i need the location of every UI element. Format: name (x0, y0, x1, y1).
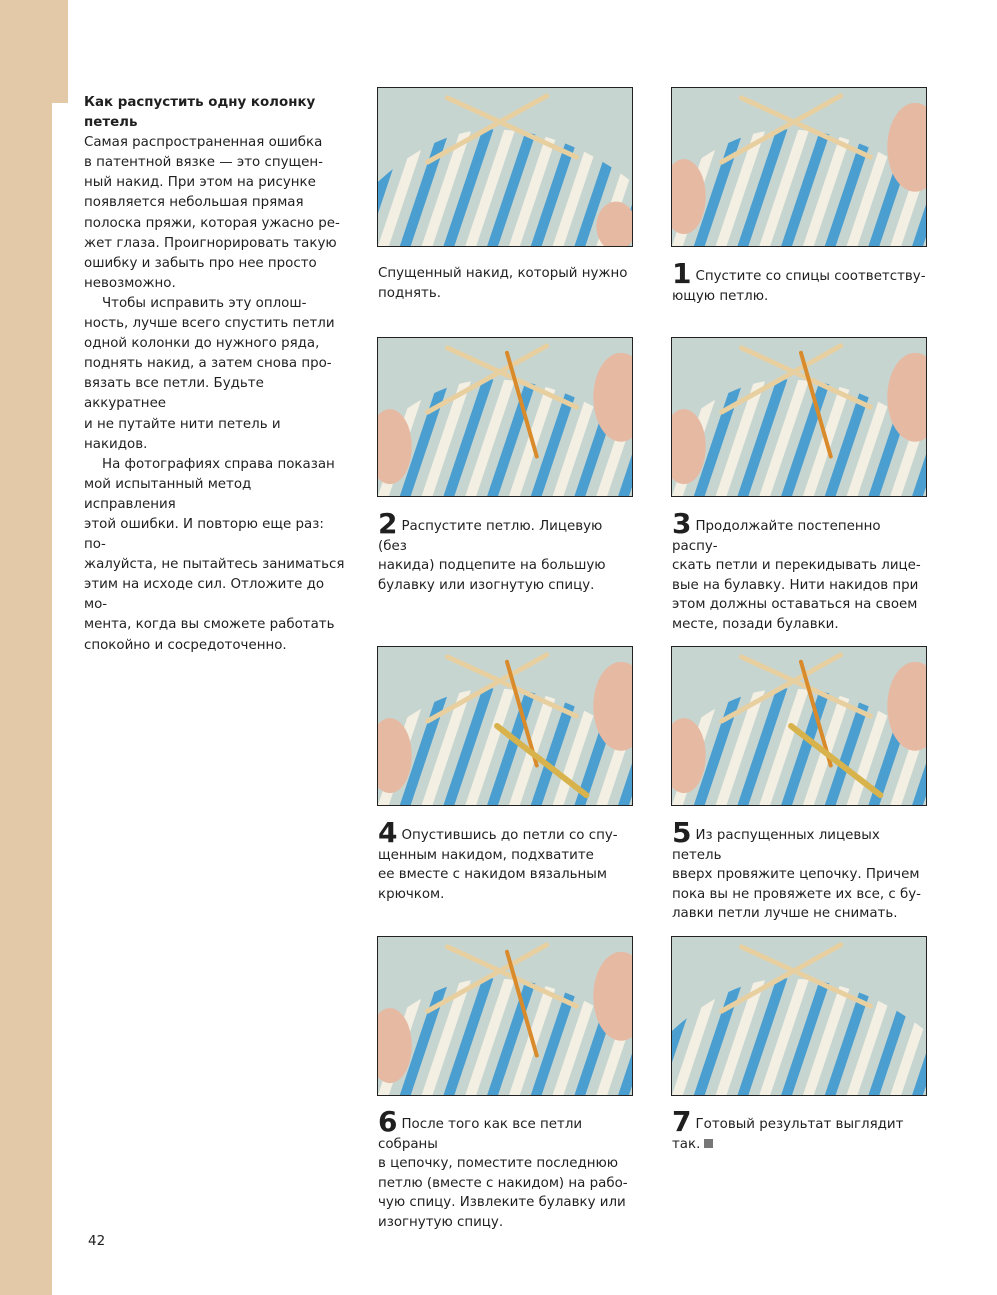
photo-dropped-yarn-over (377, 87, 633, 247)
photo-step-6 (377, 936, 633, 1096)
caption-step-5 (672, 816, 928, 924)
text-line: ошибку и забыть про нее просто (84, 255, 317, 271)
text-line: жет глаза. Проигнорировать такую (84, 235, 337, 251)
text-line: мента, когда вы сможете работать (84, 617, 335, 633)
section-title (84, 93, 346, 133)
caption-line: месте, позади булавки. (672, 616, 839, 632)
caption-line: этом должны оставаться на своем (672, 597, 918, 613)
intro-paragraph-2 (84, 294, 346, 455)
step-number: 3 (672, 507, 692, 540)
text-line: в патентной вязке — это спущен- (84, 155, 323, 171)
text-line: жалуйста, не пытайтесь заниматься (84, 557, 345, 573)
caption-line: Спустите со спицы соответству- (695, 269, 926, 284)
text-line: вязать все петли. Будьте аккуратнее (84, 376, 264, 412)
photo-step-3 (671, 337, 927, 497)
caption-step-1 (672, 257, 928, 306)
text-line: этой ошибки. И повторю еще раз: по- (84, 516, 324, 553)
text-line: ный накид. При этом на рисунке (84, 175, 316, 191)
knitting-illustration (378, 338, 632, 496)
caption-line: накида) подцепите на большую (378, 558, 606, 574)
caption-line: пока вы не провяжете их все, с бу- (672, 886, 921, 902)
caption-line: Из распущенных лицевых петель (672, 828, 880, 863)
caption-line: поднять. (378, 285, 441, 301)
text-line: этим на исходе сил. Отложите до мо- (84, 577, 325, 613)
caption-step-2 (378, 507, 634, 595)
caption-line: Готовый результат выглядит (695, 1117, 904, 1132)
text-line: появляется небольшая прямая (84, 195, 304, 211)
caption-line: ее вместе с накидом вязальным (378, 867, 607, 883)
knitting-illustration (378, 88, 632, 246)
intro-column (84, 93, 346, 656)
page-edge-notch (52, 0, 68, 103)
text-line: одной колонки до нужного ряда, (84, 336, 320, 352)
text-line: мой испытанный метод исправления (84, 476, 252, 512)
text-line: и не путайте нити петель и накидов. (84, 416, 281, 452)
step-number: 4 (378, 816, 398, 849)
intro-paragraph-1 (84, 133, 346, 294)
caption-step-4 (378, 816, 634, 904)
text-line: Самая распространенная ошибка (84, 135, 323, 151)
step-number: 1 (672, 257, 692, 290)
caption-intro (378, 264, 634, 303)
text-line: Чтобы исправить эту оплош- (102, 295, 307, 311)
photo-step-4 (377, 646, 633, 806)
text-line: спокойно и сосредоточенно. (84, 637, 287, 653)
text-line: невозможно. (84, 275, 176, 291)
caption-line: булавку или изогнутую спицу. (378, 577, 595, 593)
caption-line: Опустившись до петли со спу- (401, 828, 618, 843)
text-line: На фотографиях справа показан (102, 456, 335, 472)
title-line: петель (84, 115, 138, 131)
title-line: Как распустить одну колонку (84, 95, 316, 110)
caption-line: вые на булавку. Нити накидов при (672, 577, 919, 593)
caption-line: Распустите петлю. Лицевую (без (378, 519, 603, 554)
caption-step-7 (672, 1105, 928, 1154)
caption-line: крючком. (378, 886, 445, 902)
caption-line: После того как все петли собраны (378, 1117, 583, 1152)
caption-line: Спущенный накид, который нужно (378, 266, 628, 281)
caption-line: щенным накидом, подхватите (378, 847, 594, 863)
step-number: 2 (378, 507, 398, 540)
caption-line: ющую петлю. (672, 288, 769, 304)
intro-paragraph-3 (84, 455, 346, 656)
knitting-illustration (672, 647, 926, 805)
caption-line: изогнутую спицу. (378, 1214, 504, 1230)
knitting-illustration (378, 937, 632, 1095)
knitting-illustration (672, 88, 926, 246)
caption-line: чую спицу. Извлеките булавку или (378, 1195, 626, 1211)
caption-line: Продолжайте постепенно распу- (672, 519, 881, 554)
caption-line: лавки петли лучше не снимать. (672, 906, 898, 922)
caption-line: скать петли и перекидывать лице- (672, 558, 921, 574)
photo-step-7 (671, 936, 927, 1096)
text-line: ность, лучше всего спустить петли (84, 316, 335, 332)
knitting-illustration (672, 338, 926, 496)
text-line: поднять накид, а затем снова про- (84, 356, 332, 372)
caption-step-3 (672, 507, 928, 635)
caption-line: в цепочку, поместите последнюю (378, 1156, 618, 1172)
step-number: 5 (672, 816, 692, 849)
caption-line: так. (672, 1136, 701, 1152)
knitting-illustration (672, 937, 926, 1095)
photo-step-2 (377, 337, 633, 497)
step-number: 6 (378, 1105, 398, 1138)
knitting-illustration (378, 647, 632, 805)
photo-step-1 (671, 87, 927, 247)
end-of-section-square-icon (704, 1139, 713, 1148)
page-number: 42 (88, 1233, 106, 1249)
step-number: 7 (672, 1105, 692, 1138)
page-edge-band (0, 0, 52, 1295)
caption-line: вверх провяжите цепочку. Причем (672, 867, 920, 883)
photo-step-5 (671, 646, 927, 806)
caption-line: петлю (вместе с накидом) на рабо- (378, 1175, 628, 1191)
text-line: полоска пряжи, которая ужасно ре- (84, 215, 340, 231)
caption-step-6 (378, 1105, 634, 1233)
